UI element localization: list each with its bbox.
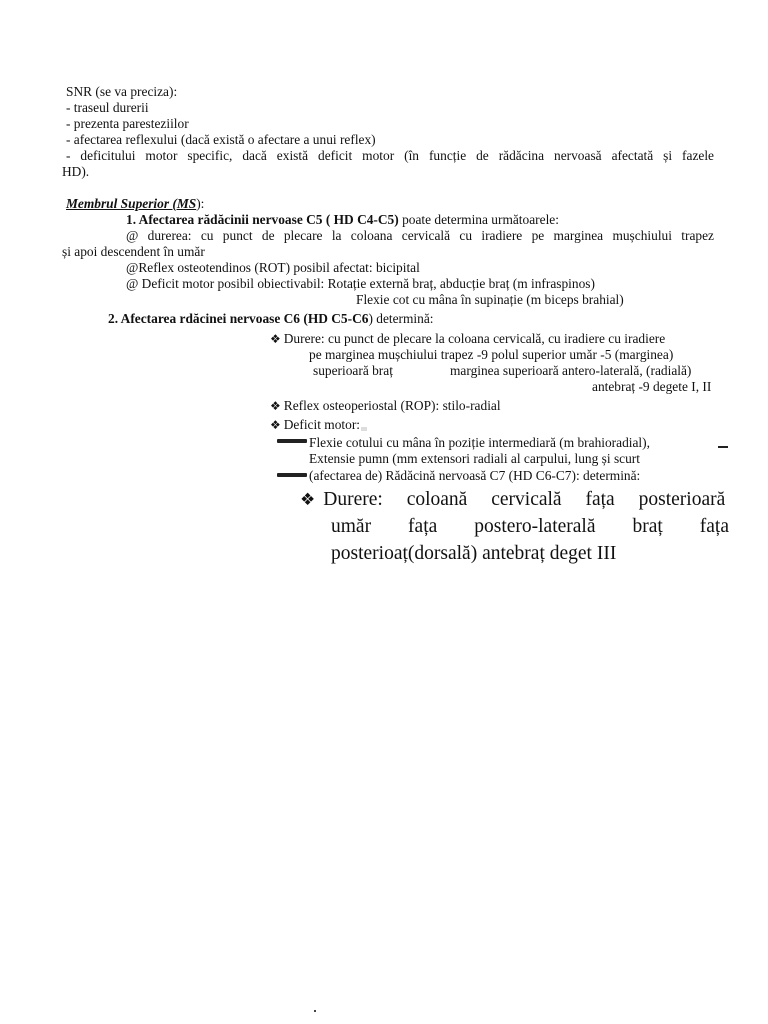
redaction-bar bbox=[277, 439, 307, 443]
c5-pain-line: @ durerea: cu punct de plecare la coloana cervicală cu iradiere pe marginea mușchiului trapez bbox=[126, 228, 714, 243]
c6-motor-item: (afectarea de) Rădăcină nervoasă C7 (HD C6-C7): determină: bbox=[309, 468, 641, 483]
c6-pain-line bbox=[270, 331, 665, 347]
dash-mark bbox=[718, 446, 728, 448]
list-item: - deficitului motor specific, dacă există deficit motor (în funcție de rădăcina nervoasă afectată și fazele bbox=[66, 148, 714, 163]
c6-reflex bbox=[270, 398, 501, 414]
snr-line: SNR (se va preciza): bbox=[66, 84, 178, 99]
list-item: - afectarea reflexului (dacă există o afectare a unui reflex) bbox=[66, 132, 376, 147]
c5-heading-bold: 1. Afectarea rădăcinii nervoase C5 ( HD C4-C5) bbox=[126, 212, 399, 227]
c6-motor bbox=[270, 417, 367, 433]
c6-pain-text: Durere: cu punct de plecare la coloana cervicală, cu iradiere cu iradiere bbox=[283, 331, 666, 346]
c5-reflex: @Reflex osteotendinos (ROT) posibil afectat: bicipital bbox=[126, 260, 420, 275]
c5-heading bbox=[126, 212, 559, 228]
diamond-bullet-icon: ❖ bbox=[270, 332, 281, 346]
c6-pain-line: marginea superioară antero-laterală, (radială) bbox=[450, 363, 692, 378]
diamond-bullet-icon: ❖ bbox=[270, 418, 281, 432]
c5-pain-continuation: și apoi descendent în umăr bbox=[62, 244, 205, 259]
diamond-bullet-icon: ❖ bbox=[300, 490, 316, 510]
c6-reflex-text: Reflex osteoperiostal (ROP): stilo-radial bbox=[283, 398, 501, 413]
c6-pain-line: superioară braț bbox=[313, 363, 393, 378]
c6-heading bbox=[108, 311, 434, 327]
c7-pain-text: Durere: coloană cervicală fața posterioară bbox=[323, 489, 726, 510]
c5-motor-continuation: Flexie cot cu mâna în supinație (m biceps brahial) bbox=[356, 292, 624, 307]
c7-pain-line bbox=[300, 486, 725, 514]
section-title-tail: ): bbox=[196, 196, 205, 211]
c7-pain-line: posterioaț(dorsală) antebraț deget III bbox=[331, 543, 617, 564]
c6-motor-text: Deficit motor: bbox=[283, 417, 360, 432]
small-mark-icon bbox=[361, 427, 367, 431]
c6-heading-bold: 2. Afectarea rdăcinei nervoase C6 (HD C5-C6 bbox=[108, 311, 369, 326]
redaction-bar bbox=[277, 473, 307, 477]
c6-heading-rest: ) determină: bbox=[368, 311, 434, 326]
list-item: - prezenta paresteziilor bbox=[66, 116, 189, 131]
section-heading bbox=[66, 196, 204, 212]
diamond-bullet-icon: ❖ bbox=[270, 399, 281, 413]
c5-heading-rest: poate determina următoarele: bbox=[398, 212, 559, 227]
c7-pain-line: umăr fața postero-laterală braț fața bbox=[331, 516, 729, 537]
c5-motor: @ Deficit motor posibil obiectivabil: Rotație externă braț, abducție braț (m infraspinos) bbox=[126, 276, 595, 291]
page-mark bbox=[314, 1010, 316, 1012]
section-title: Membrul Superior (MS bbox=[66, 196, 197, 211]
c6-pain-line: antebraț -9 degete I, II bbox=[592, 379, 712, 394]
c6-motor-item: Extensie pumn (mm extensori radiali al carpului, lung și scurt bbox=[309, 451, 640, 466]
list-item-continuation: HD). bbox=[62, 164, 90, 179]
c6-motor-item: Flexie cotului cu mâna în poziție intermediară (m brahioradial), bbox=[309, 435, 650, 450]
list-item: - traseul durerii bbox=[66, 100, 149, 115]
c6-pain-line: pe marginea mușchiului trapez -9 polul superior umăr -5 (marginea) bbox=[309, 347, 674, 362]
